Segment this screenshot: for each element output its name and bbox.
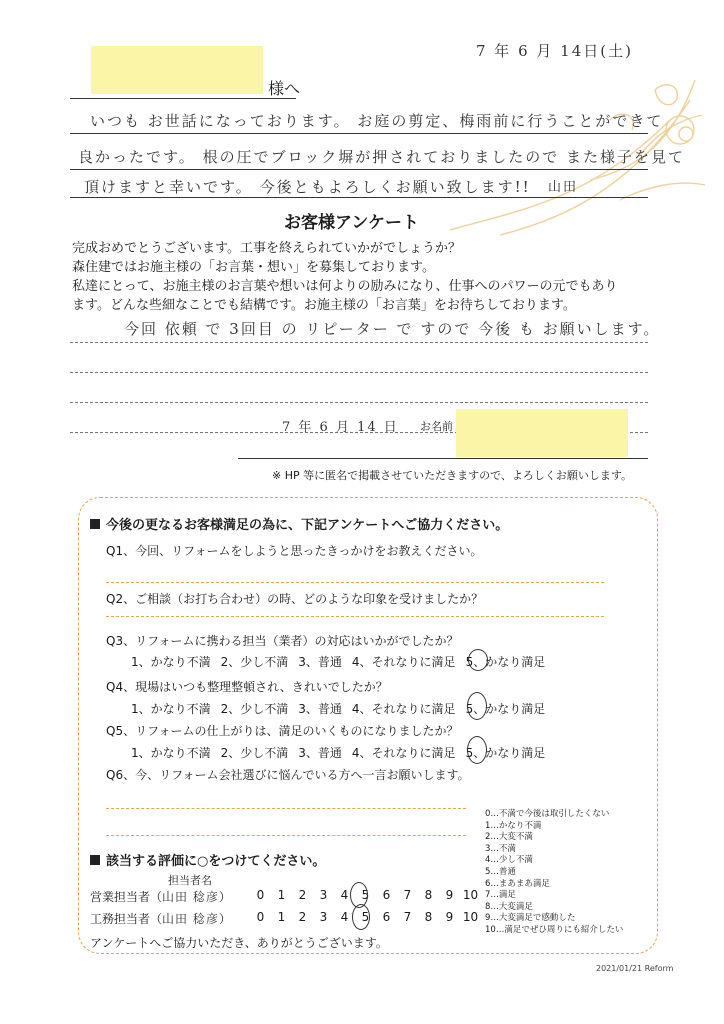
works-row xyxy=(90,910,231,927)
survey-date: 7 年 6 月 14 日 xyxy=(282,420,399,435)
survey-name-label: お名前 xyxy=(420,420,453,433)
questionnaire-heading xyxy=(90,514,508,533)
legend-item-7: 7…満足 xyxy=(485,890,516,901)
letter-line-1: いつも お世話になっております。 お庭の剪定、梅雨前に行うことができて xyxy=(90,112,664,130)
answer-line-q2-a xyxy=(106,616,604,617)
letter-line-2: 良かったです。 根の圧でブロック塀が押されておりましたので また様子を見て xyxy=(78,148,686,166)
footer-code: 2021/01/21 Reform xyxy=(596,964,674,973)
survey-comment: 今回 依頼 で 3回目 の リピーター で すので 今後 も お願いします。 xyxy=(124,320,661,338)
letter-rule-3 xyxy=(70,197,648,198)
q5-option-1: 1、かなり不満 xyxy=(131,746,211,760)
heading-square-icon xyxy=(90,519,100,529)
sales-score-2: 2 xyxy=(298,888,307,902)
letter-rule-2 xyxy=(70,169,648,170)
survey-note: ※ HP 等に匿名で掲載させていただきますので、よろしくお願いします。 xyxy=(272,469,633,482)
legend-item-2: 2…大変不満 xyxy=(485,832,533,843)
q4-option-5: 5、かなり満足 xyxy=(465,702,546,716)
answer-line-q1-a xyxy=(106,582,604,583)
sales-close-paren: ） xyxy=(218,890,231,904)
survey-name-underline xyxy=(238,458,648,459)
legend-item-9: 9…大変満足で感動した xyxy=(485,913,576,924)
recipient-suffix: 様へ xyxy=(268,79,301,98)
answer-line-q6-b xyxy=(106,835,466,836)
sales-name: 山田 稔彦 xyxy=(162,890,219,904)
q5-option-3: 3、普通 xyxy=(298,746,342,760)
legend-item-1: 1…かなり不満 xyxy=(485,820,542,831)
works-score-0: 0 xyxy=(256,910,265,924)
q5-option-2: 2、少し不満 xyxy=(220,746,289,760)
legend-item-6: 6…まあまあ満足 xyxy=(485,878,550,889)
sales-score-7: 7 xyxy=(403,888,412,902)
rating-heading-text: 該当する評価に○をつけてください。 xyxy=(106,854,326,869)
staff-name-label: 担当者名 xyxy=(168,874,212,887)
recipient-underline xyxy=(70,98,296,99)
rating-square-icon xyxy=(90,855,100,865)
q4-option-3: 3、普通 xyxy=(298,702,342,716)
q3-option-5: 5、かなり満足 xyxy=(465,655,546,669)
answer-line-q6-a xyxy=(106,808,466,809)
survey-intro-4: ます。どんな些細なことでも結構です。お施主様の「お言葉」をお待ちしております。 xyxy=(72,298,576,313)
works-score-6: 6 xyxy=(382,910,391,924)
sales-score-3: 3 xyxy=(319,888,328,902)
comment-line-1 xyxy=(70,342,648,343)
question-5: Q5、リフォームの仕上がりは、満足のいくものになりましたか？ xyxy=(106,724,459,738)
q5-option-5: 5、かなり満足 xyxy=(465,746,546,760)
q3-option-4: 4、それなりに満足 xyxy=(351,655,456,669)
works-label: 工務担当者（ xyxy=(90,912,163,926)
works-score-9: 9 xyxy=(445,910,454,924)
works-score-1: 1 xyxy=(277,910,286,924)
sales-label: 営業担当者（ xyxy=(90,890,163,904)
works-score-5: 5 xyxy=(361,910,370,924)
q4-option-1: 1、かなり不満 xyxy=(131,702,211,716)
recipient-redaction xyxy=(91,46,263,94)
sales-score-5: 5 xyxy=(361,888,370,902)
works-selected-circle xyxy=(352,904,370,930)
comment-line-2 xyxy=(70,372,648,373)
works-score-3: 3 xyxy=(319,910,328,924)
rating-heading xyxy=(90,850,325,869)
legend-item-8: 8…大変満足 xyxy=(485,901,533,912)
question-3: Q3、リフォームに携わる担当（業者）の対応はいかがでしたか？ xyxy=(106,634,459,648)
q3-selected-circle xyxy=(468,649,488,671)
letter-date: 7 年 6 月 14日(土) xyxy=(476,42,633,60)
works-score-7: 7 xyxy=(403,910,412,924)
sales-score-0: 0 xyxy=(256,888,265,902)
works-close-paren: ） xyxy=(218,912,231,926)
q4-option-4: 4、それなりに満足 xyxy=(351,702,456,716)
survey-intro-1: 完成おめでとうございます。工事を終えられていかがでしょうか？ xyxy=(72,241,461,256)
q5-selected-circle xyxy=(467,736,487,764)
thanks-text: アンケートへご協力いただき、ありがとうございます。 xyxy=(90,936,388,950)
letter-rule-1 xyxy=(70,133,648,134)
question-1: Q1、今回、リフォームをしようと思ったきっかけをお教えください。 xyxy=(106,544,483,558)
sales-row xyxy=(90,888,231,905)
q4-selected-circle xyxy=(467,692,487,720)
q4-option-2: 2、少し不満 xyxy=(220,702,289,716)
survey-intro-3: 私達にとって、お施主様のお言葉や想いは何よりの励みになり、仕事へのパワーの元でもあり xyxy=(72,279,618,294)
comment-line-3 xyxy=(70,402,648,403)
legend-item-4: 4…少し不満 xyxy=(485,855,533,866)
sales-score-9: 9 xyxy=(445,888,454,902)
q5-option-4: 4、それなりに満足 xyxy=(351,746,456,760)
legend-item-0: 0…不満で今後は取引したくない xyxy=(485,809,610,819)
survey-title: お客様アンケート xyxy=(284,213,419,233)
works-score-4: 4 xyxy=(340,910,349,924)
sales-score-1: 1 xyxy=(277,888,286,902)
sales-score-6: 6 xyxy=(382,888,391,902)
sales-score-8: 8 xyxy=(424,888,433,902)
works-name: 山田 稔彦 xyxy=(162,912,219,926)
legend-item-10: 10…満足でぜひ周りにも紹介したい xyxy=(485,924,624,935)
question-4: Q4、現場はいつも整理整頓され、きれいでしたか？ xyxy=(106,680,388,694)
sales-score-10: 10 xyxy=(462,888,479,902)
questionnaire-heading-text: 今後の更なるお客様満足の為に、下記アンケートへご協力ください。 xyxy=(106,518,509,533)
legend-item-3: 3…不満 xyxy=(485,843,516,854)
letter-line-3: 頂けますと幸いです。 今後ともよろしくお願い致します!! xyxy=(84,178,531,196)
q3-option-3: 3、普通 xyxy=(298,655,342,669)
sales-score-4: 4 xyxy=(340,888,349,902)
rating-legend xyxy=(485,809,623,937)
q3-option-2: 2、少し不満 xyxy=(220,655,289,669)
works-score-10: 10 xyxy=(462,910,479,924)
legend-item-5: 5…普通 xyxy=(485,866,516,877)
letter-signature: 山田 xyxy=(548,180,579,195)
works-score-2: 2 xyxy=(298,910,307,924)
works-score-8: 8 xyxy=(424,910,433,924)
question-6: Q6、今、リフォーム会社選びに悩んでいる方へ一言お願いします。 xyxy=(106,768,470,782)
question-2: Q2、ご相談（お打ち合わせ）の時、どのような印象を受けましたか？ xyxy=(106,592,484,606)
q3-option-1: 1、かなり不満 xyxy=(131,655,211,669)
survey-name-redaction xyxy=(456,409,628,457)
survey-intro-2: 森住建ではお施主様の「お言葉・想い」を募集しております。 xyxy=(72,260,435,275)
